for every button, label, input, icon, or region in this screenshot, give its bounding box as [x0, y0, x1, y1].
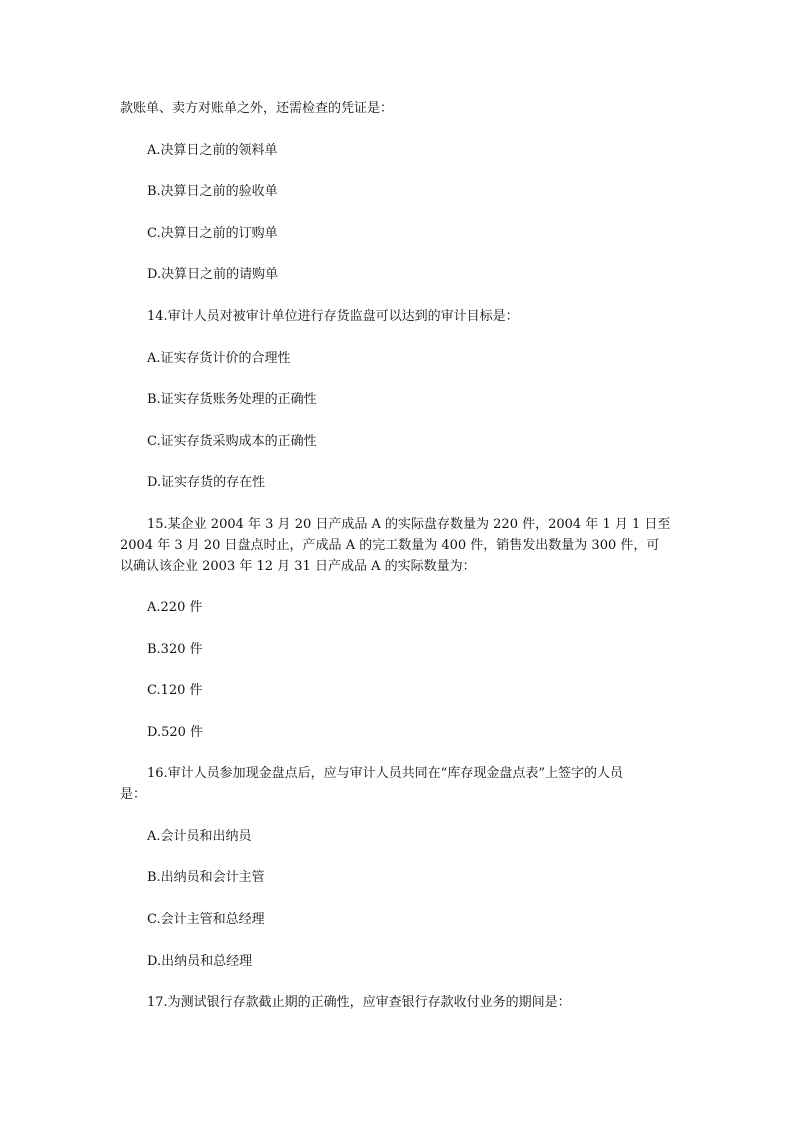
q16-question-line-2: 是： [120, 787, 147, 802]
q16-question-line-1: 16.审计人员参加现金盘点后，应与审计人员共同在“库存现金盘点表”上签字的人员 [147, 766, 623, 781]
q13-option-c: C.决算日之前的订购单 [147, 226, 278, 241]
q15-option-c: C.120 件 [147, 683, 203, 698]
q16-option-d: D.出纳员和总经理 [147, 954, 253, 969]
q15-option-b: B.320 件 [147, 642, 203, 657]
intro-line: 款账单、卖方对账单之外，还需检查的凭证是： [120, 101, 394, 116]
q14-question: 14.审计人员对被审计单位进行存货监盘可以达到的审计目标是： [147, 309, 519, 324]
q15-option-a: A.220 件 [147, 600, 203, 615]
q15-question-line-1: 15.某企业 2004 年 3 月 20 日产成品 A 的实际盘存数量为 220 件，2004 年 1 月 1 日至 [147, 517, 671, 532]
q15-question-line-2: 2004 年 3 月 20 日盘点时止，产成品 A 的完工数量为 400 件，销售发出数量为 300 件，可 [120, 538, 660, 553]
q14-option-a: A.证实存货计价的合理性 [147, 351, 291, 366]
q16-option-c: C.会计主管和总经理 [147, 912, 265, 927]
q15-option-d: D.520 件 [147, 725, 204, 740]
q16-option-b: B.出纳员和会计主管 [147, 870, 265, 885]
q17-question: 17.为测试银行存款截止期的正确性，应审查银行存款收付业务的期间是： [147, 995, 571, 1010]
q13-option-d: D.决算日之前的请购单 [147, 267, 279, 282]
q15-question-line-3: 以确认该企业 2003 年 12 月 31 日产成品 A 的实际数量为： [120, 559, 476, 574]
q16-option-a: A.会计员和出纳员 [147, 829, 252, 844]
q14-option-c: C.证实存货采购成本的正确性 [147, 434, 317, 449]
q14-option-b: B.证实存货账务处理的正确性 [147, 392, 317, 407]
q13-option-a: A.决算日之前的领料单 [147, 143, 278, 158]
q13-option-b: B.决算日之前的验收单 [147, 184, 278, 199]
q14-option-d: D.证实存货的存在性 [147, 475, 266, 490]
